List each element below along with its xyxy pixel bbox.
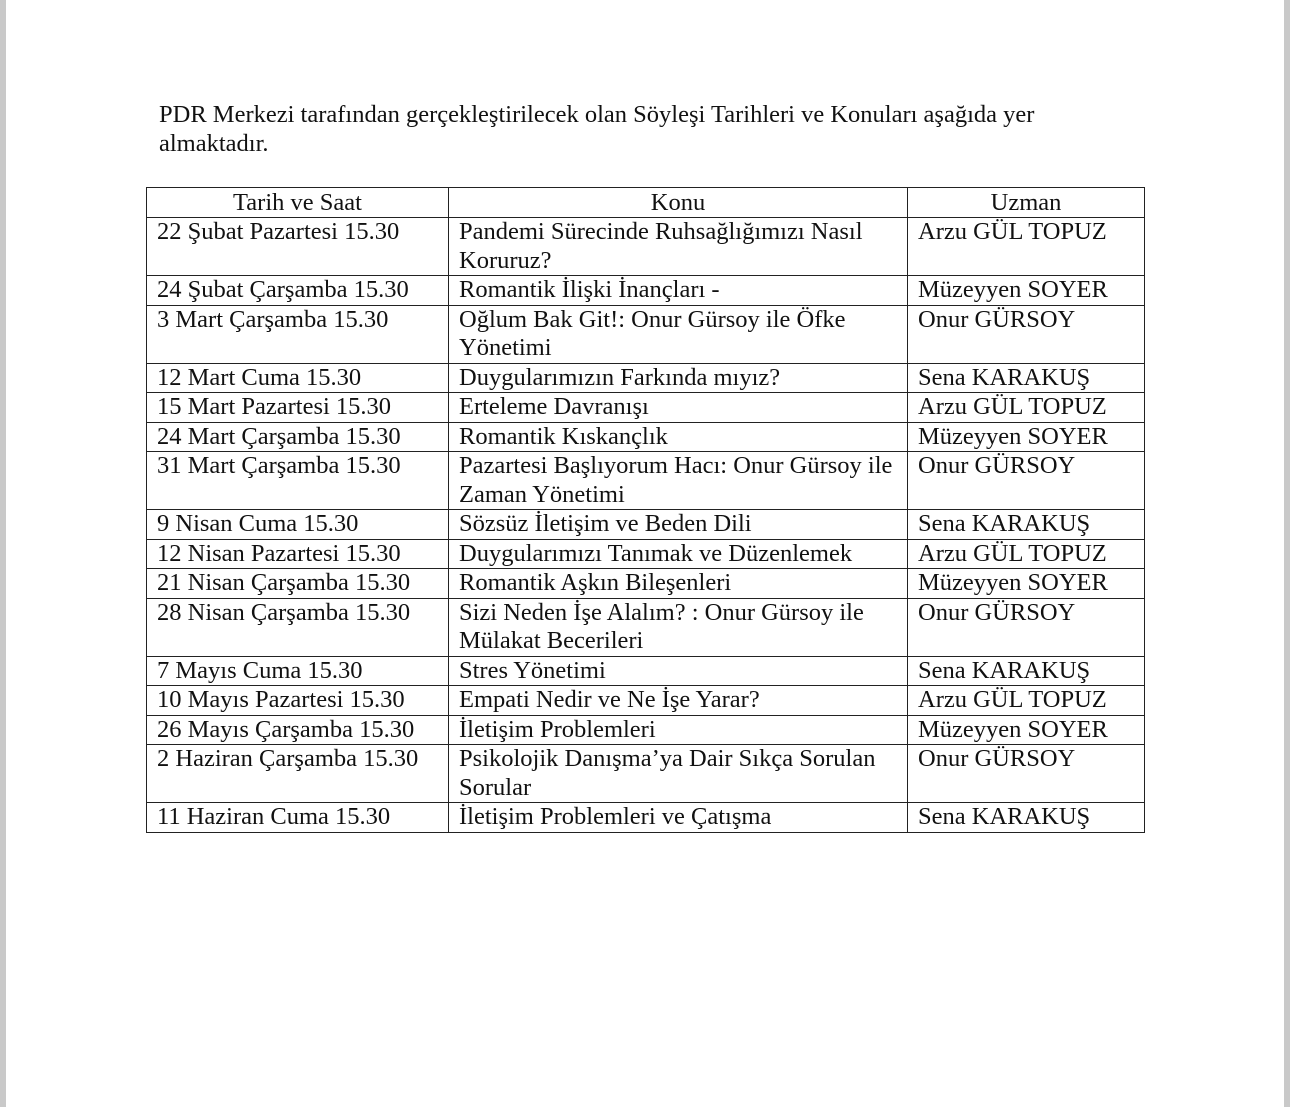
cell-expert: Onur GÜRSOY	[908, 598, 1145, 656]
schedule-table	[146, 187, 1145, 833]
intro-paragraph: PDR Merkezi tarafından gerçekleştirilecek olan Söyleşi Tarihleri ve Konuları aşağıda yer almaktadır.	[159, 101, 1035, 157]
cell-topic: Romantik Aşkın Bileşenleri	[449, 569, 908, 599]
cell-date: 24 Şubat Çarşamba 15.30	[147, 276, 449, 306]
cell-expert: Arzu GÜL TOPUZ	[908, 539, 1145, 569]
table-row	[147, 715, 1145, 745]
cell-date: 21 Nisan Çarşamba 15.30	[147, 569, 449, 599]
table-row	[147, 598, 1145, 656]
table-row	[147, 803, 1145, 833]
cell-date: 10 Mayıs Pazartesi 15.30	[147, 686, 449, 716]
cell-topic: Psikolojik Danışma’ya Dair Sıkça Sorulan Sorular	[449, 745, 908, 803]
cell-date: 15 Mart Pazartesi 15.30	[147, 393, 449, 423]
cell-topic: İletişim Problemleri	[449, 715, 908, 745]
table-row	[147, 218, 1145, 276]
cell-topic: Pandemi Sürecinde Ruhsağlığımızı Nasıl Koruruz?	[449, 218, 908, 276]
table-row	[147, 656, 1145, 686]
table-row	[147, 569, 1145, 599]
cell-expert: Müzeyyen SOYER	[908, 276, 1145, 306]
table-row	[147, 305, 1145, 363]
cell-date: 9 Nisan Cuma 15.30	[147, 510, 449, 540]
header-date: Tarih ve Saat	[147, 188, 449, 218]
cell-expert: Sena KARAKUŞ	[908, 363, 1145, 393]
cell-date: 28 Nisan Çarşamba 15.30	[147, 598, 449, 656]
cell-topic: Duygularımızın Farkında mıyız?	[449, 363, 908, 393]
cell-topic: Romantik Kıskançlık	[449, 422, 908, 452]
table-row	[147, 510, 1145, 540]
header-topic: Konu	[449, 188, 908, 218]
table-row	[147, 686, 1145, 716]
table-row	[147, 393, 1145, 423]
table-row	[147, 745, 1145, 803]
cell-expert: Onur GÜRSOY	[908, 305, 1145, 363]
cell-date: 11 Haziran Cuma 15.30	[147, 803, 449, 833]
cell-expert: Müzeyyen SOYER	[908, 715, 1145, 745]
cell-date: 24 Mart Çarşamba 15.30	[147, 422, 449, 452]
cell-date: 3 Mart Çarşamba 15.30	[147, 305, 449, 363]
cell-topic: Pazartesi Başlıyorum Hacı: Onur Gürsoy ile Zaman Yönetimi	[449, 452, 908, 510]
cell-date: 12 Mart Cuma 15.30	[147, 363, 449, 393]
cell-topic: Erteleme Davranışı	[449, 393, 908, 423]
cell-topic: Empati Nedir ve Ne İşe Yarar?	[449, 686, 908, 716]
cell-topic: Sizi Neden İşe Alalım? : Onur Gürsoy ile Mülakat Becerileri	[449, 598, 908, 656]
cell-topic: Oğlum Bak Git!: Onur Gürsoy ile Öfke Yönetimi	[449, 305, 908, 363]
page-edge-right	[1284, 0, 1290, 1107]
cell-date: 12 Nisan Pazartesi 15.30	[147, 539, 449, 569]
document-page	[6, 0, 1284, 1107]
cell-date: 22 Şubat Pazartesi 15.30	[147, 218, 449, 276]
table-row	[147, 363, 1145, 393]
cell-expert: Arzu GÜL TOPUZ	[908, 393, 1145, 423]
table-row	[147, 276, 1145, 306]
cell-topic: İletişim Problemleri ve Çatışma	[449, 803, 908, 833]
cell-topic: Sözsüz İletişim ve Beden Dili	[449, 510, 908, 540]
table-row	[147, 422, 1145, 452]
cell-topic: Stres Yönetimi	[449, 656, 908, 686]
cell-expert: Sena KARAKUŞ	[908, 656, 1145, 686]
cell-date: 7 Mayıs Cuma 15.30	[147, 656, 449, 686]
cell-topic: Duygularımızı Tanımak ve Düzenlemek	[449, 539, 908, 569]
cell-expert: Onur GÜRSOY	[908, 745, 1145, 803]
header-expert: Uzman	[908, 188, 1145, 218]
cell-date: 31 Mart Çarşamba 15.30	[147, 452, 449, 510]
cell-date: 26 Mayıs Çarşamba 15.30	[147, 715, 449, 745]
table-row	[147, 452, 1145, 510]
cell-date: 2 Haziran Çarşamba 15.30	[147, 745, 449, 803]
cell-topic: Romantik İlişki İnançları -	[449, 276, 908, 306]
cell-expert: Arzu GÜL TOPUZ	[908, 686, 1145, 716]
cell-expert: Sena KARAKUŞ	[908, 510, 1145, 540]
cell-expert: Sena KARAKUŞ	[908, 803, 1145, 833]
cell-expert: Arzu GÜL TOPUZ	[908, 218, 1145, 276]
cell-expert: Onur GÜRSOY	[908, 452, 1145, 510]
table-row	[147, 539, 1145, 569]
cell-expert: Müzeyyen SOYER	[908, 569, 1145, 599]
cell-expert: Müzeyyen SOYER	[908, 422, 1145, 452]
table-header-row	[147, 188, 1145, 218]
